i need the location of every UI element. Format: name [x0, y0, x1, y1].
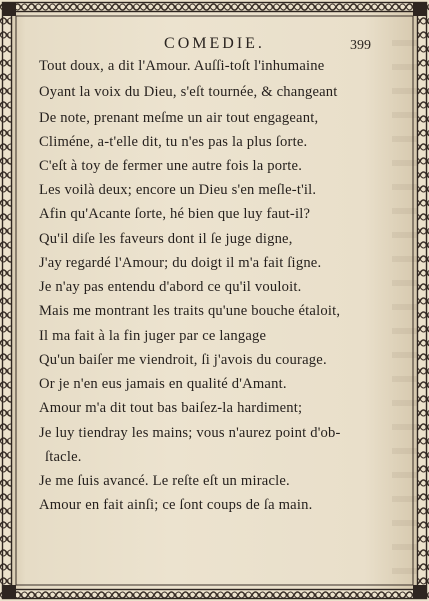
verse-line: Amour en fait ainſi; ce ſont coups de ſa main. [39, 497, 313, 513]
verse-line: J'ay regardé l'Amour; du doigt il m'a fait ſigne. [39, 255, 322, 271]
verse-line: Afin qu'Acante ſorte, hé bien que luy faut-il? [39, 206, 311, 222]
verse-line: C'eſt à toy de fermer une autre fois la porte. [39, 158, 303, 174]
verse-line: De note, prenant meſme un air tout engageant, [39, 110, 319, 126]
verse-line: Je me ſuis avancé. Le reſte eſt un miracle. [39, 473, 290, 489]
verse-line: Climéne, a-t'elle dit, tu n'es pas la plus ſorte. [39, 134, 308, 150]
verse-line: Mais me montrant les traits qu'une bouche étaloit, [39, 303, 341, 319]
verse-line: Les voilà deux; encore un Dieu s'en meſle-t'il. [39, 182, 317, 198]
verse-line: ſtacle. [45, 449, 82, 465]
verse-line: Je luy tiendray les mains; vous n'aurez point d'ob- [39, 425, 341, 441]
verse-line: Je n'ay pas entendu d'abord ce qu'il vouloit. [39, 279, 302, 295]
verse-line: Qu'il diſe les faveurs dont il ſe juge digne, [39, 231, 293, 247]
running-head: COMEDIE. [164, 35, 265, 52]
verse-line: Tout doux, a dit l'Amour. Auſſi-toſt l'inhumaine [39, 58, 325, 74]
verse-line: Or je n'en eus jamais en qualité d'Amant. [39, 376, 287, 392]
page-number: 399 [350, 38, 371, 53]
verse-line: Oyant la voix du Dieu, s'eſt tournée, & changeant [39, 84, 338, 100]
verse-line: Il ma fait à la fin juger par ce langage [39, 328, 267, 344]
verse-line: Qu'un baiſer me viendroit, ſi j'avois du courage. [39, 352, 327, 368]
verse-line: Amour m'a dit tout bas baiſez-la hardiment; [39, 400, 303, 416]
